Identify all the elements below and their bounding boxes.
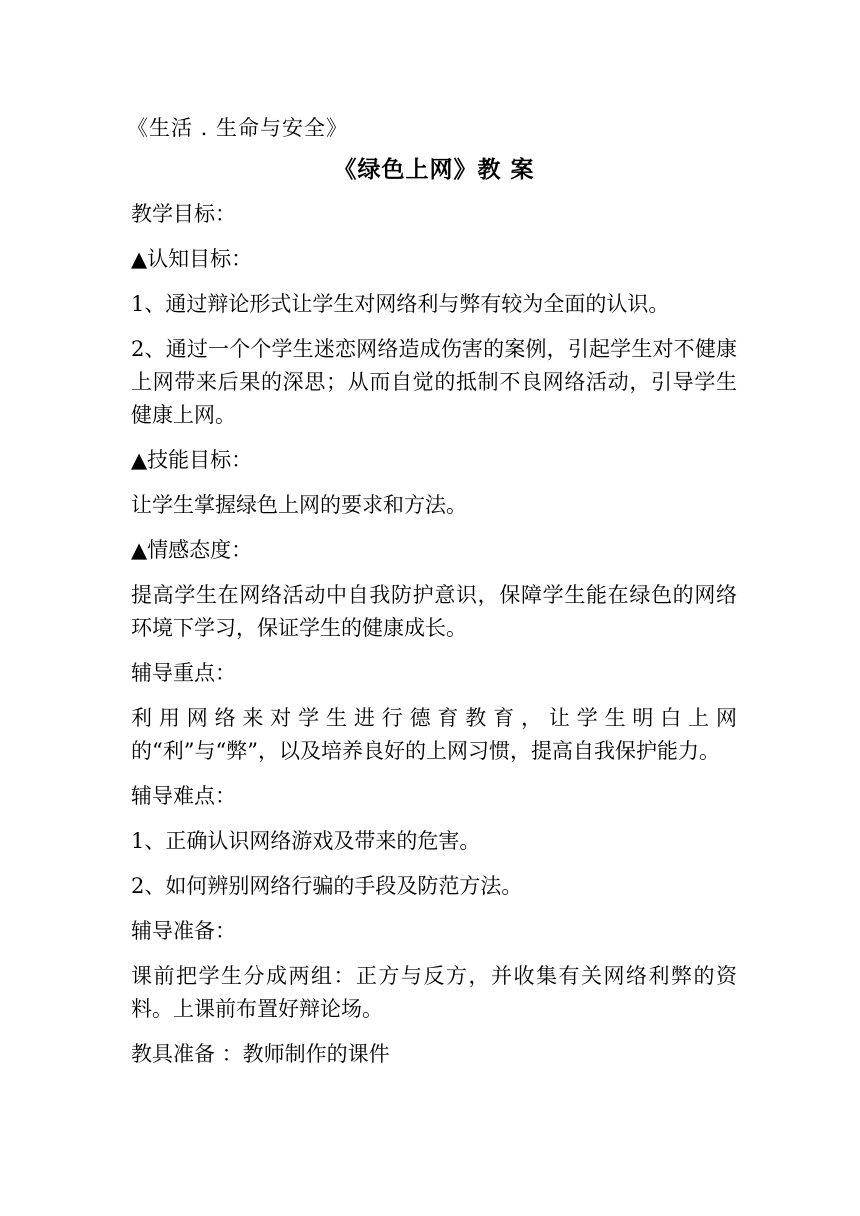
heading-preparation: 辅导准备： xyxy=(131,919,236,943)
document-body xyxy=(127,112,737,1083)
preparation-text: 课前把学生分成两组：正方与反方，并收集有关网络利弊的资料。上课前布置好辩论场。 xyxy=(131,964,737,1021)
heading-emotional-attitude: ▲情感态度： xyxy=(131,538,253,562)
heading-skill-goals: ▲技能目标： xyxy=(131,448,253,472)
cognitive-goal-1: 1、通过辩论形式让学生对网络利与弊有较为全面的认识。 xyxy=(131,292,670,316)
teaching-aids-text: 教具准备 ：教师制作的课件 xyxy=(131,1042,390,1066)
difficult-point-1: 1、正确认识网络游戏及带来的危害。 xyxy=(131,829,481,853)
heading-cognitive-goals: ▲认知目标： xyxy=(131,247,253,271)
lesson-title: 《绿色上网》教 案 xyxy=(333,156,535,183)
series-title: 《生活 . 生命与安全》 xyxy=(127,116,349,140)
skill-goal-text: 让学生掌握绿色上网的要求和方法。 xyxy=(131,493,467,517)
difficult-point-2: 2、如何辨别网络行骗的手段及防范方法。 xyxy=(131,874,523,898)
heading-teaching-goals: 教学目标： xyxy=(131,202,236,226)
key-points-text: 利用网络来对学生进行德育教育，让学生明白上网的“利”与“弊”，以及培养良好的上网习惯，提高自我保护能力。 xyxy=(131,706,737,763)
heading-difficult-points: 辅导难点： xyxy=(131,784,236,808)
cognitive-goal-2: 2、通过一个个学生迷恋网络造成伤害的案例，引起学生对不健康上网带来后果的深思；从而自觉的抵制不良网络活动，引导学生健康上网。 xyxy=(131,337,737,427)
emotional-attitude-text: 提高学生在网络活动中自我防护意识，保障学生能在绿色的网络环境下学习，保证学生的健康成长。 xyxy=(131,583,737,640)
heading-key-points: 辅导重点： xyxy=(131,661,236,685)
